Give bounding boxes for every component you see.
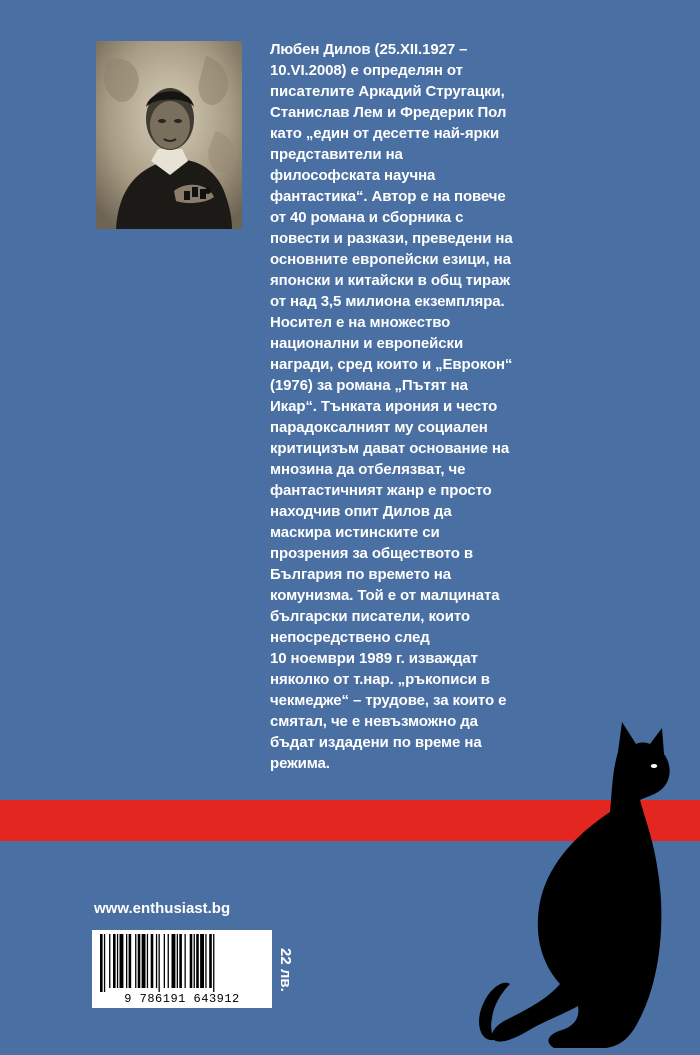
barcode-bar xyxy=(179,934,182,988)
bio-line: прозрения за обществото в xyxy=(270,545,474,562)
bio-line: японски и китайски в общ тираж xyxy=(270,272,510,289)
bio-line: национални и европейски xyxy=(270,335,464,352)
barcode-bar xyxy=(196,934,199,988)
barcode-bar xyxy=(164,934,165,988)
bio-line: 10.VI.2008) е определян от xyxy=(270,62,463,79)
bio-line: философската научна xyxy=(270,167,436,184)
bio-line: представители на xyxy=(270,146,403,163)
bio-line: маскира истинските си xyxy=(270,524,440,541)
bio-line: Икар“. Тънката ирония и често xyxy=(270,398,498,415)
bio-line: фантастика“. Автор е на повече xyxy=(270,188,506,205)
barcode-bar xyxy=(159,934,160,992)
barcode-bar xyxy=(135,934,136,988)
bio-line: награди, сред които и „Еврокон“ xyxy=(270,356,513,373)
barcode-bar xyxy=(205,934,206,988)
barcode-bar xyxy=(104,934,105,992)
publisher-website: www.enthusiast.bg xyxy=(94,900,231,917)
bio-line: Станислав Лем и Фредерик Пол xyxy=(270,104,507,121)
barcode-bar xyxy=(213,934,214,992)
bio-line: от над 3,5 милиона екземпляра. xyxy=(270,293,505,310)
author-photo-icon xyxy=(96,41,242,229)
barcode-bar xyxy=(117,934,118,988)
bio-line: смятал, че е невъзможно да xyxy=(270,713,478,730)
barcode-digits: 9 786191 643912 xyxy=(124,992,240,1006)
barcode-bar xyxy=(120,934,124,988)
bio-line: повести и разкази, преведени на xyxy=(270,230,513,247)
isbn-barcode xyxy=(92,930,272,1008)
bio-line: България по времето на xyxy=(270,566,451,583)
barcode-bar xyxy=(190,934,193,988)
bio-line: находчив опит Дилов да xyxy=(270,503,452,520)
barcode-bar xyxy=(194,934,195,988)
bio-line: 10 ноември 1989 г. изваждат xyxy=(270,650,478,667)
bio-line: няколко от т.нар. „ръкописи в xyxy=(270,671,490,688)
black-cat-icon xyxy=(470,722,700,1050)
barcode-bar xyxy=(156,934,157,988)
barcode-bar xyxy=(129,934,132,988)
barcode-bar xyxy=(209,934,212,988)
barcode-bar xyxy=(151,934,154,988)
price-label: 22 лв. xyxy=(277,948,294,992)
author-biography xyxy=(270,39,630,774)
barcode-bar xyxy=(113,934,116,988)
barcode-bar xyxy=(168,934,169,988)
bio-line: основните европейски езици, на xyxy=(270,251,511,268)
barcode-bar xyxy=(147,934,148,988)
bio-line: (1976) за романа „Пътят на xyxy=(270,377,468,394)
bio-line: критицизъм дават основание на xyxy=(270,440,510,457)
bio-line: фантастичният жанр е просто xyxy=(270,482,492,499)
barcode-bar xyxy=(200,934,204,988)
bio-line: Любен Дилов (25.XII.1927 – xyxy=(270,41,468,58)
bio-line: като „един от десетте най-ярки xyxy=(270,125,500,142)
bio-line: бъдат издадени по време на xyxy=(270,734,482,751)
bio-line: от 40 романа и сборника с xyxy=(270,209,464,226)
bio-line: комунизма. Той е от малцината xyxy=(270,587,500,604)
barcode-bar xyxy=(138,934,141,988)
bio-line: непосредствено след xyxy=(270,629,430,646)
bio-line: мнозина да отбелязват, че xyxy=(270,461,466,478)
barcode-bar xyxy=(142,934,146,988)
bio-line: писателите Аркадий Стругацки, xyxy=(270,83,505,100)
cat-silhouette xyxy=(470,722,700,1050)
bio-line: български писатели, които xyxy=(270,608,470,625)
barcode-bar xyxy=(126,934,127,988)
barcode-bar xyxy=(172,934,176,988)
bio-line: парадоксалният му социален xyxy=(270,419,488,436)
bio-line: Носител е на множество xyxy=(270,314,451,331)
barcode-bar xyxy=(100,934,103,992)
barcode-bar xyxy=(109,934,110,988)
bio-line: режима. xyxy=(270,755,330,772)
barcode-bar xyxy=(177,934,178,988)
barcode-icon xyxy=(92,930,272,992)
bio-line: чекмедже“ – трудове, за които е xyxy=(270,692,507,709)
barcode-bar xyxy=(185,934,186,988)
author-portrait xyxy=(96,41,242,229)
